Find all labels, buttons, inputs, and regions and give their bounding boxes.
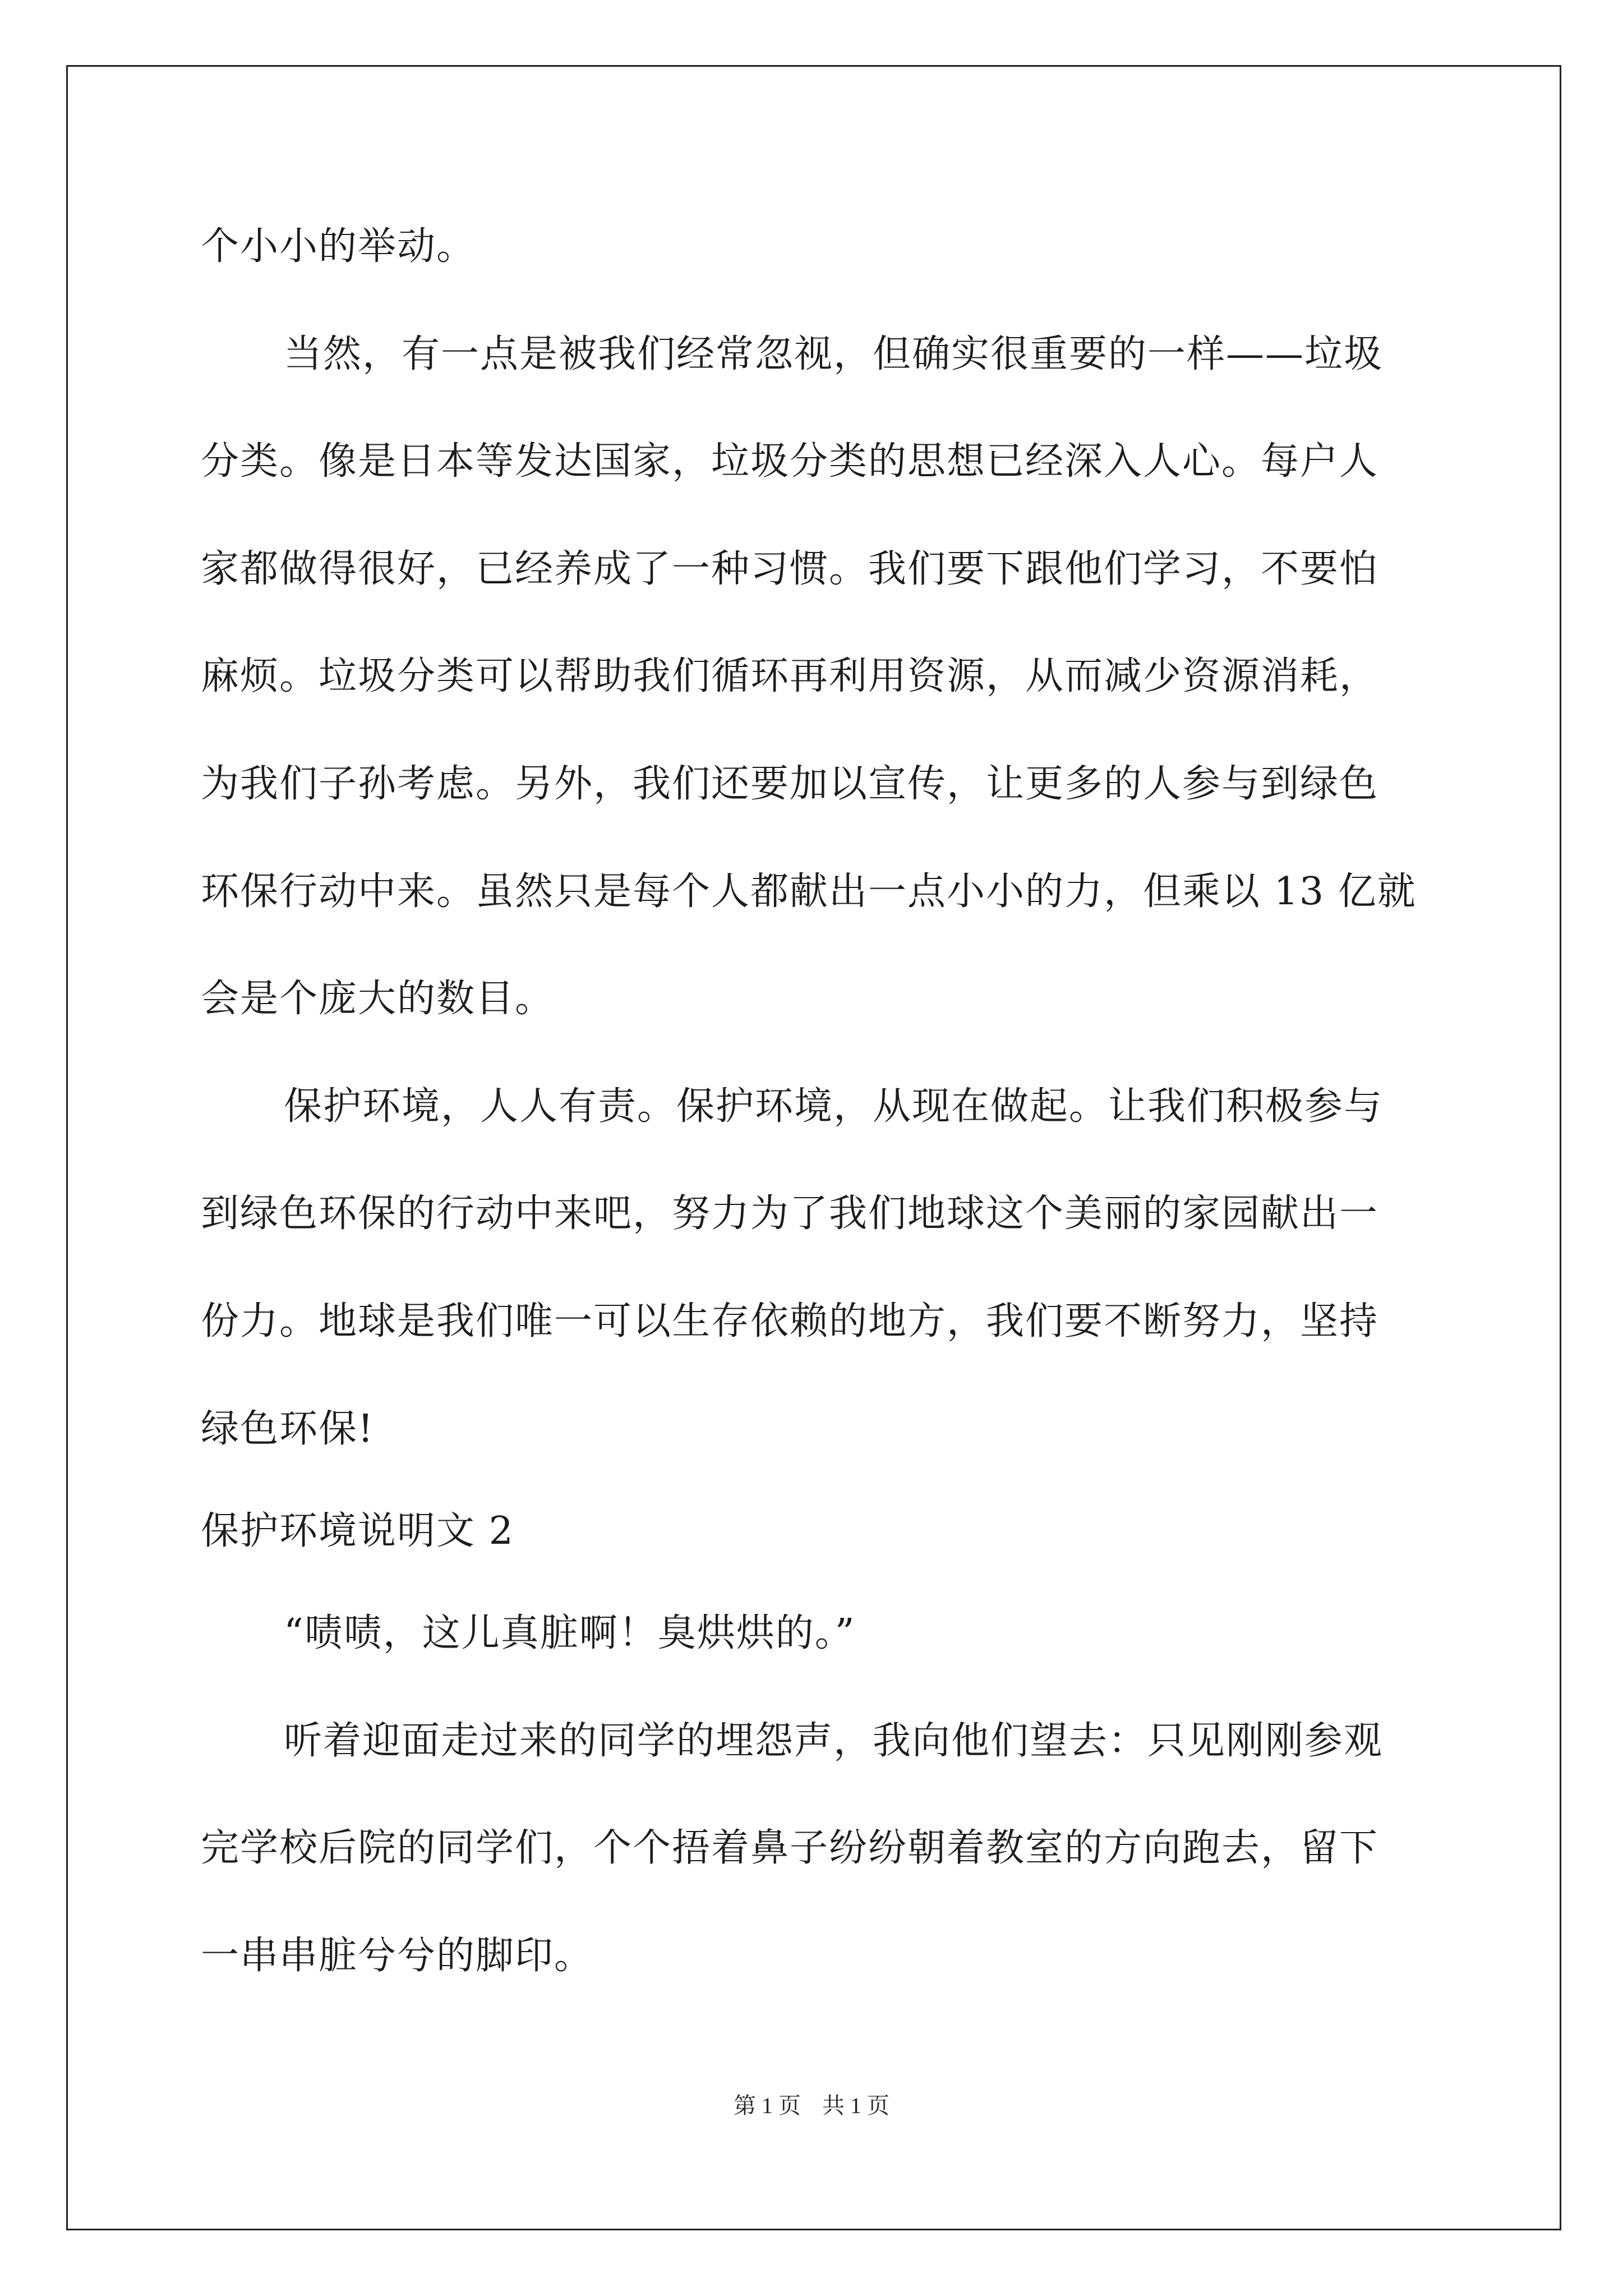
dialogue-line: “啧啧，这儿真脏啊！臭烘烘的。” bbox=[284, 1611, 856, 1655]
section-heading: 保护环境说明文 2 bbox=[201, 1509, 514, 1553]
page-footer bbox=[0, 2088, 1623, 2120]
paragraph-first-line: 保护环境，人人有责。保护环境，从现在做起。让我们积极参与 bbox=[284, 1084, 1384, 1129]
page-total: 共 1 页 bbox=[822, 2093, 889, 2118]
page-border bbox=[66, 65, 1561, 2230]
text-line: 到绿色环保的行动中来吧，努力为了我们地球这个美丽的家园献出一 bbox=[201, 1191, 1379, 1236]
text-line: 麻烦。垃圾分类可以帮助我们循环再利用资源，从而减少资源消耗， bbox=[201, 654, 1379, 698]
text-line: 分类。像是日本等发达国家，垃圾分类的思想已经深入人心。每户人 bbox=[201, 439, 1379, 484]
text-line: 家都做得很好，已经养成了一种习惯。我们要下跟他们学习，不要怕 bbox=[201, 547, 1379, 591]
text-line: 份力。地球是我们唯一可以生存依赖的地方，我们要不断努力，坚持 bbox=[201, 1299, 1379, 1343]
text-line: 个小小的举动。 bbox=[201, 224, 476, 269]
text-line: 绿色环保! bbox=[201, 1407, 375, 1451]
text-line: 环保行动中来。虽然只是每个人都献出一点小小的力，但乘以 13 亿就 bbox=[201, 869, 1417, 914]
text-line: 完学校后院的同学们，个个捂着鼻子纷纷朝着教室的方向跑去，留下 bbox=[201, 1826, 1379, 1870]
text-line: 为我们子孙考虑。另外，我们还要加以宣传，让更多的人参与到绿色 bbox=[201, 762, 1379, 806]
text-line: 会是个庞大的数目。 bbox=[201, 977, 555, 1021]
text-line: 一串串脏兮兮的脚印。 bbox=[201, 1934, 594, 1978]
paragraph-first-line: 当然，有一点是被我们经常忽视，但确实很重要的一样——垃圾 bbox=[284, 332, 1384, 376]
paragraph-first-line: 听着迎面走过来的同学的埋怨声，我向他们望去：只见刚刚参观 bbox=[284, 1719, 1384, 1763]
page-number: 第 1 页 bbox=[734, 2093, 801, 2118]
